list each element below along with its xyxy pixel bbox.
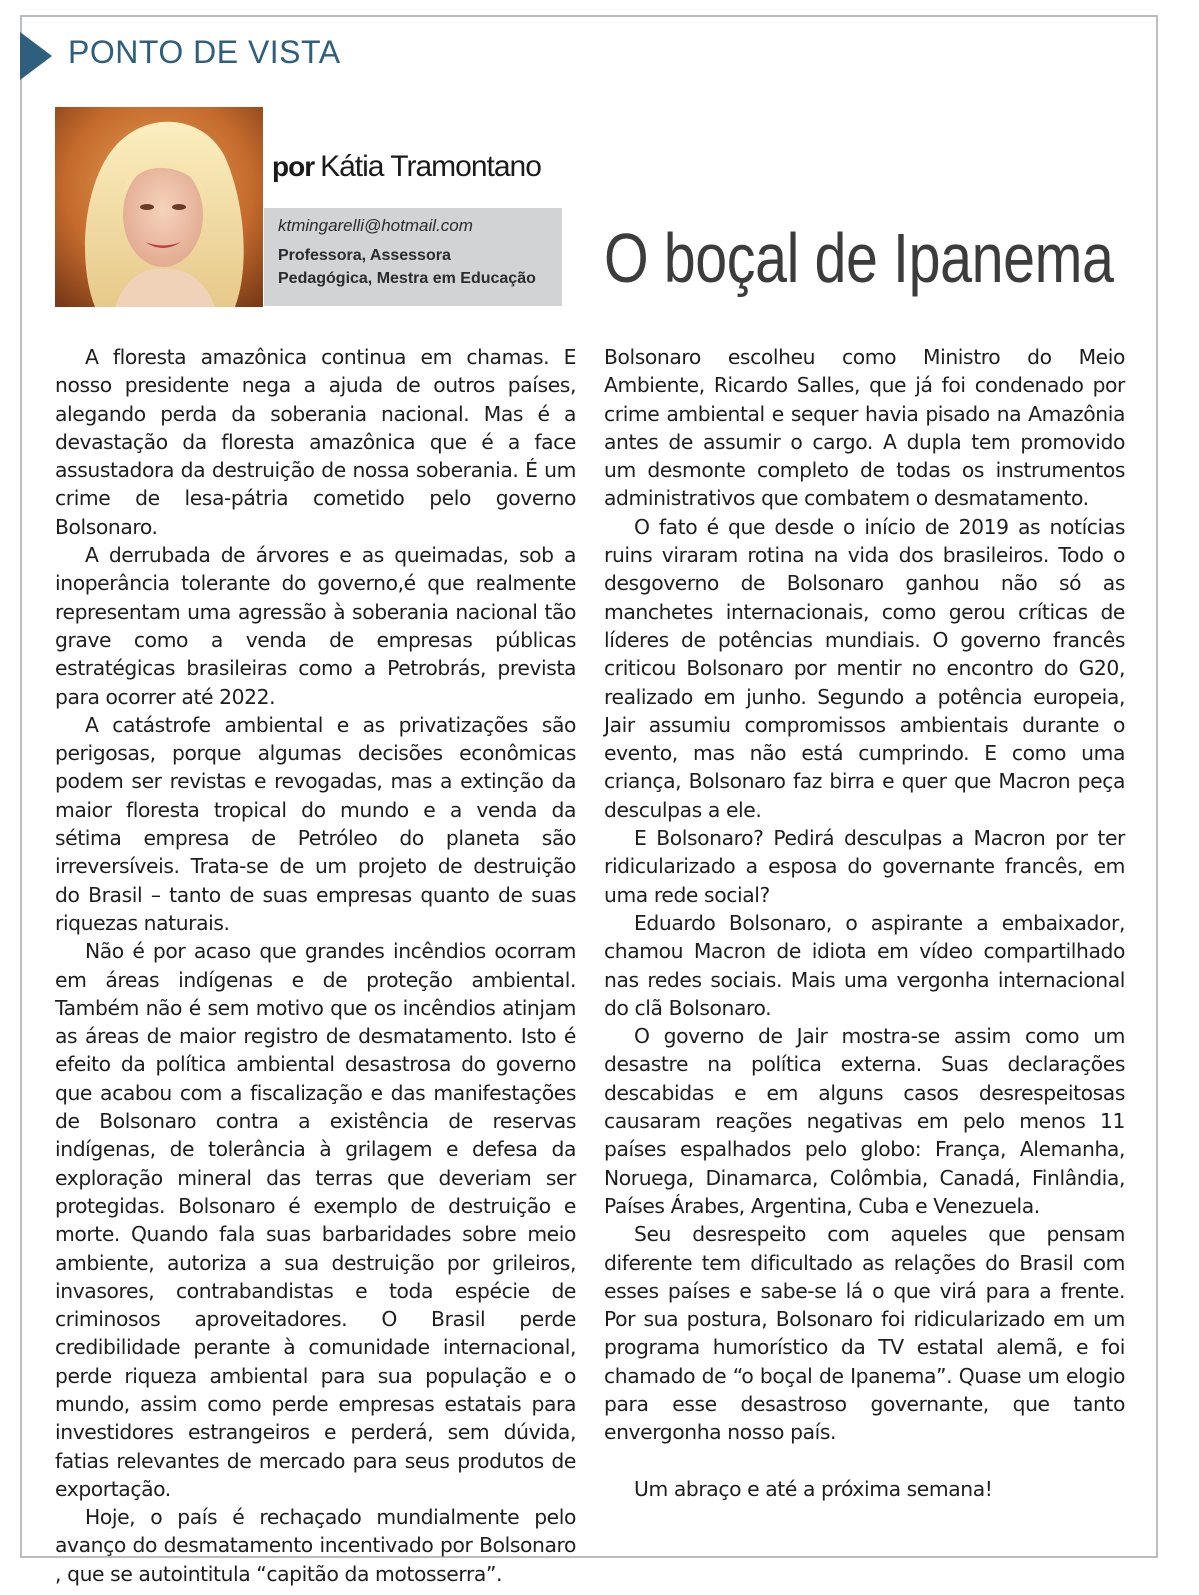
article-headline: O boçal de Ipanema: [604, 219, 1114, 297]
paragraph: A catástrofe ambiental e as privatizações são perigosas, porque algumas decisões econômicas podem ser revistas e revogadas, mas a extinção da maior floresta tropical do mundo e a venda da sétima empresa de Petróleo do planeta são irreversíveis. Trata-se de um projeto de destruição do Brasil – tanto de suas empresas quanto de suas riquezas naturais.: [55, 712, 576, 935]
paragraph: A derrubada de árvores e as queimadas, sob a inoperância tolerante do governo,é que realmente representam uma agressão à soberania nacional tão grave como a venda de empresas públicas estratégicas brasileiras como a Petrobrás, prevista para ocorrer até 2022.: [55, 543, 576, 709]
paragraph: A floresta amazônica continua em chamas. E nosso presidente nega a ajuda de outros países, alegando perda da soberania nacional. Mas é a devastação da floresta amazônica que é a face assustadora da destruição de nossa soberania. É um crime de lesa-pátria cometido pelo governo Bolsonaro.: [55, 345, 576, 539]
paragraph: O fato é que desde o início de 2019 as notícias ruins viraram rotina na vida dos brasileiros. Todo o desgoverno de Bolsonaro ganhou não só as manchetes internacionais, como gerou críticas de líderes de potências mundiais. O governo francês criticou Bolsonaro por mentir no encontro do G20, realizado em junho. Segundo a potência europeia, Jair assumiu compromissos ambientais durante o evento, mas não está cumprindo. E como uma criança, Bolsonaro faz birra e quer que Macron peça desculpas a ele.: [604, 514, 1125, 822]
author-email[interactable]: ktmingarelli@hotmail.com: [278, 216, 473, 235]
author-name: Kátia Tramontano: [320, 150, 541, 183]
author-role-line-2: Pedagógica, Mestra em Educação: [278, 270, 536, 287]
byline-prefix: por: [272, 151, 315, 182]
paragraph: Bolsonaro escolheu como Ministro do Meio Ambiente, Ricardo Salles, que já foi condenado por crime ambiental e sequer havia pisado na Amazônia antes de assumir o cargo. A dupla tem promovido um desmonte completo de todas os instrumentos administrativos que combatem o desmatamento.: [604, 345, 1125, 511]
author-info-box: [264, 208, 562, 306]
author-byline: [272, 150, 541, 184]
paragraph: Seu desrespeito com aqueles que pensam diferente tem dificultado as relações do Brasil com esses países e sabe-se lá o que virá para a frente. Por sua postura, Bolsonaro foi ridicularizado em um programa humorístico da TV estatal alemã, e foi chamado de “o boçal de Ipanema”. Quase um elogio para esse desastroso governante, que tanto envergonha nosso país.: [604, 1222, 1125, 1445]
paragraph: E Bolsonaro? Pedirá desculpas a Macron por ter ridicularizado a esposa do governante francês, em uma rede social?: [604, 826, 1125, 907]
paragraph: Não é por acaso que grandes incêndios ocorram em áreas indígenas e de proteção ambiental. Também não é sem motivo que os incêndios atinjam as áreas de maior registro de desmatamento. Isto é efeito da política ambiental desastrosa do governo que acabou com a fiscalização e das manifestações de Bolsonaro contra a existência de reservas indígenas, de tolerância à grilagem e defesa da exploração mineral das terras que deveriam ser protegidas. Bolsonaro é exemplo de destruição e morte. Quando fala suas barbaridades sobre meio ambiente, autoriza a sua destruição por grileiros, invasores, contrabandistas e toda espécie de criminosos aproveitadores. O Brasil perde credibilidade perante à comunidade internacional, perde riqueza ambiental para sua população e o mundo, assim como perde empresas estatais para investidores estrangeiros e perderá, sem dúvida, fatias relevantes de mercado para seus produtos de exportação.: [55, 939, 576, 1501]
section-arrow-icon: [20, 32, 52, 80]
section-title: PONTO DE VISTA: [68, 34, 341, 70]
article-column-right: [604, 343, 1125, 1503]
paragraph: Hoje, o país é rechaçado mundialmente pelo avanço do desmatamento incentivado por Bolsonaro , que se autointitula “capitão da motosserra”.: [55, 1505, 576, 1586]
paragraph: Eduardo Bolsonaro, o aspirante a embaixador, chamou Macron de idiota em vídeo compartilhado nas redes sociais. Mais uma vergonha internacional do clã Bolsonaro.: [604, 910, 1125, 1020]
author-role-line-1: Professora, Assessora: [278, 247, 451, 264]
author-photo: [55, 107, 263, 307]
article-column-left: [55, 343, 576, 1588]
paragraph: O governo de Jair mostra-se assim como um desastre na política externa. Suas declarações descabidas e em alguns casos desrespeitosas causaram reações negativas em pelo menos 11 países espalhados pelo globo: França, Alemanha, Noruega, Dinamarca, Colômbia, Canadá, Finlândia, Países Árabes, Argentina, Cuba e Venezuela.: [604, 1024, 1125, 1218]
closing-line: Um abraço e até a próxima semana!: [634, 1476, 993, 1501]
